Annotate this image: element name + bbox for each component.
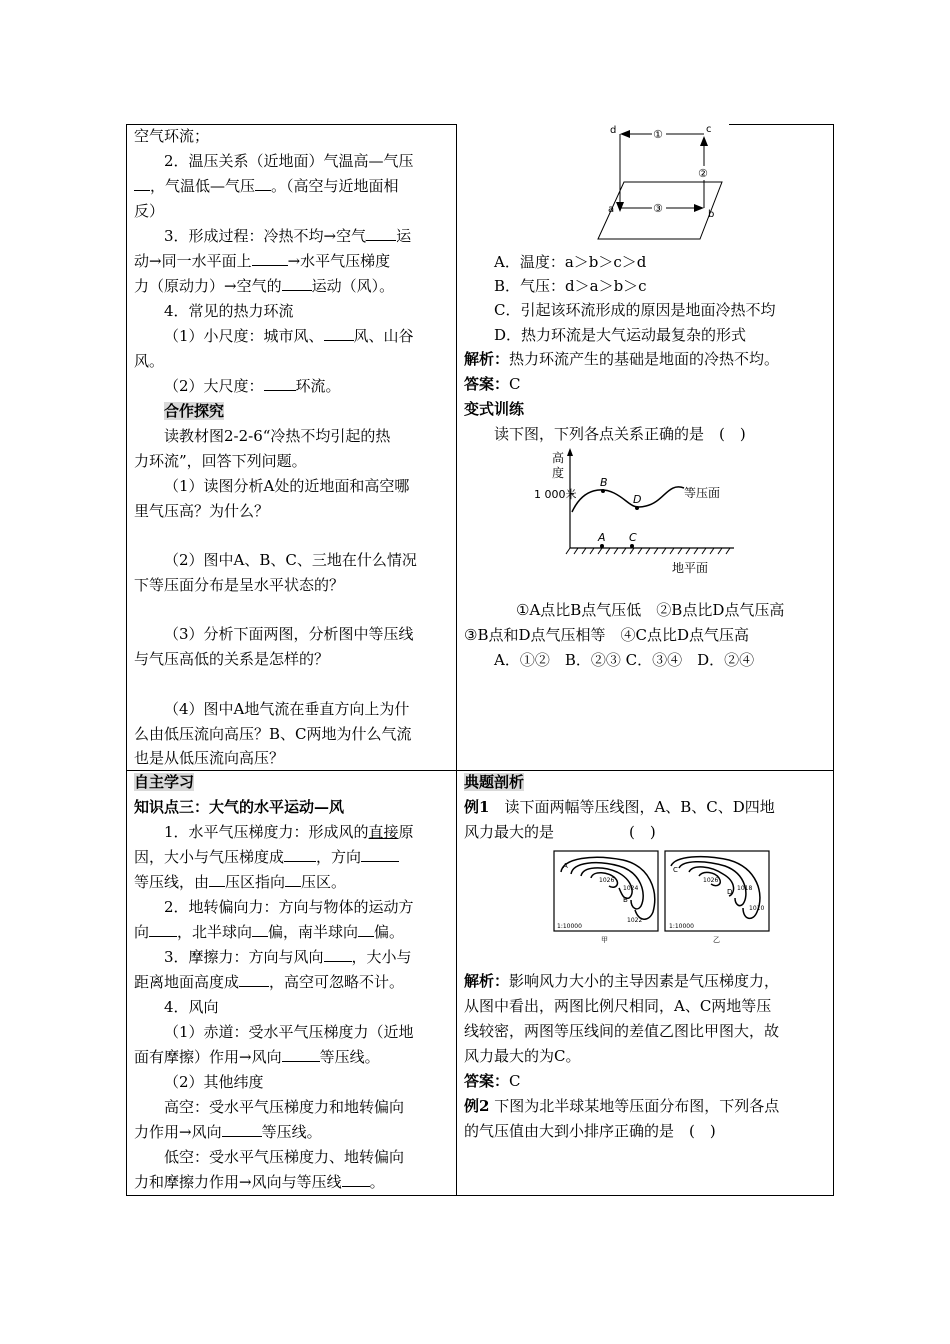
answer: 答案：C <box>464 1072 521 1090</box>
arrow-head <box>620 130 630 138</box>
question-4: 也是从低压流向高压？ <box>134 749 285 767</box>
surface-label: 等压面 <box>684 486 721 500</box>
map-yi-frame <box>665 851 769 931</box>
fill-blank[interactable] <box>282 1045 320 1062</box>
text-line: 2．地转偏向力：方向与物体的运动方 <box>164 898 414 916</box>
text-line: 4．常见的热力环流 <box>164 302 294 320</box>
text-line: 1．水平气压梯度力：形成风的直接原 <box>164 823 414 841</box>
fill-blank[interactable] <box>285 870 301 887</box>
fill-blank[interactable] <box>149 920 177 937</box>
map-scale: 1:10000 <box>669 923 694 930</box>
fill-blank[interactable] <box>239 970 269 987</box>
option-c: C．引起该环流形成的原因是地面冷热不均 <box>494 301 776 319</box>
statements: ③B点和D点气压相等 ④C点比D点气压高 <box>464 626 750 644</box>
text-line: 距离地面高度成 ，高空可忽略不计。 <box>134 970 450 994</box>
text-line: 向 ，北半球向 偏，南半球向 偏。 <box>134 920 450 944</box>
map-label: 1024 <box>623 885 639 892</box>
fill-blank[interactable] <box>264 374 296 391</box>
point-b <box>601 489 605 493</box>
map-label: 1026 <box>703 877 719 884</box>
fill-blank[interactable] <box>284 845 316 862</box>
text-line: 4．风向 <box>164 998 219 1016</box>
text-line: 力（原动力）→空气的 运动（风）。 <box>134 274 450 298</box>
map-label: 1026 <box>599 877 615 884</box>
question-4: （4）图中A地气流在垂直方向上为什 <box>164 700 410 718</box>
map-label: C <box>673 866 678 874</box>
text-line: 因，大小与气压梯度成 ，方向 <box>134 845 450 869</box>
text-line: （1）赤道：受水平气压梯度力（近地 <box>164 1023 414 1041</box>
fill-blank[interactable] <box>252 249 288 266</box>
map-name: 甲 <box>601 936 608 944</box>
arrow-number: ③ <box>653 202 663 215</box>
answer: 答案：C <box>464 375 521 393</box>
text-line: 3．形成过程：冷热不均→空气 运 <box>134 224 450 248</box>
question-3: （3）分析下面两图，分析图中等压线 <box>164 625 414 643</box>
option-d: D．热力环流是大气运动最复杂的形式 <box>494 326 747 344</box>
text-line: 反） <box>134 202 165 220</box>
analysis: 线较密，两图等压线间的差值乙图比甲图大，故 <box>464 1022 780 1040</box>
question-2: 下等压面分布是呈水平状态的？ <box>134 576 345 594</box>
map-scale: 1:10000 <box>557 923 582 930</box>
text-line: 力和摩擦力作用→风向与等压线 。 <box>134 1170 450 1194</box>
isobaric-surface-curve <box>572 487 684 512</box>
section-title-self-study: 自主学习 <box>134 773 195 791</box>
example-1: 例1 读下面两幅等压线图，A、B、C、D四地 <box>464 798 775 816</box>
text-line: （1）小尺度：城市风、 风、山谷 <box>134 324 450 348</box>
map-label: 1018 <box>737 885 753 892</box>
question-3: 与气压高低的关系是怎样的？ <box>134 650 330 668</box>
point-label: D <box>633 493 642 506</box>
knowledge-point-title: 知识点三：大气的水平运动—风 <box>134 798 345 816</box>
fill-blank[interactable] <box>134 174 150 191</box>
arrow-head <box>616 202 624 212</box>
option-b: B．气压：d＞a＞b＞c <box>494 277 647 295</box>
statements: ①A点比B点气压低 ②B点比D点气压高 <box>516 601 785 619</box>
variant-title: 变式训练 <box>464 400 525 418</box>
fill-blank[interactable] <box>361 845 399 862</box>
arrow-head <box>567 448 573 456</box>
fill-blank[interactable] <box>282 274 312 291</box>
variant-question: 读下图，下列各点关系正确的是 ( ) <box>494 425 746 443</box>
analysis: 风力最大的为C。 <box>464 1047 581 1065</box>
text-line: 面有摩擦）作用→风向 等压线。 <box>134 1045 450 1069</box>
map-label: 1022 <box>627 917 643 924</box>
analysis: 解析：影响风力大小的主导因素是气压梯度力， <box>464 972 780 990</box>
text-line: 空气环流； <box>134 127 210 145</box>
fill-blank[interactable] <box>366 224 396 241</box>
example-2: 例2 下图为北半球某地等压面分布图，下列各点 <box>464 1097 780 1115</box>
map-label: A <box>563 862 568 870</box>
text-line: 力作用→风向 等压线。 <box>134 1120 450 1144</box>
question-2: （2）图中A、B、C、三地在什么情况 <box>164 551 417 569</box>
example-2: 的气压值由大到小排序正确的是 ( ) <box>464 1122 716 1140</box>
point-label: b <box>708 209 715 220</box>
text-line: （2）其他纬度 <box>164 1073 264 1091</box>
text-line: 低空：受水平气压梯度力、地转偏向 <box>164 1148 405 1166</box>
text-line: 读教材图2-2-6“冷热不均引起的热 <box>164 427 391 445</box>
ground-label: 地平面 <box>672 561 709 575</box>
fill-blank[interactable] <box>358 920 374 937</box>
text-line: 2．温压关系（近地面）气温高—气压 <box>164 152 414 170</box>
point-label: a <box>608 204 615 215</box>
thermal-circulation-diagram <box>586 124 756 246</box>
arrow-head <box>700 136 708 146</box>
point-c <box>630 544 634 548</box>
text-line: 动→同一水平面上 →水平气压梯度 <box>134 249 450 273</box>
map-label: B <box>623 896 628 904</box>
text-line: （2）大尺度： 环流。 <box>134 374 450 398</box>
fill-blank[interactable] <box>255 174 271 191</box>
text-line: 等压线，由 压区指向 压区。 <box>134 870 450 894</box>
analysis: 从图中看出，两图比例尺相同，A、C两地等压 <box>464 997 772 1015</box>
fill-blank[interactable] <box>222 1120 262 1137</box>
choices: A．①② B．②③ C．③④ D．②④ <box>494 651 755 669</box>
question-1: （1）读图分析A处的近地面和高空哪 <box>164 477 410 495</box>
question-1: 里气压高？为什么？ <box>134 502 270 520</box>
map-name: 乙 <box>713 936 720 944</box>
section-title-examples: 典题剖析 <box>464 773 525 791</box>
analysis: 解析：热力环流产生的基础是地面的冷热不均。 <box>464 350 780 368</box>
axis-label: 度 <box>552 466 565 480</box>
fill-blank[interactable] <box>342 1170 370 1187</box>
fill-blank[interactable] <box>324 945 352 962</box>
point-label: c <box>706 124 712 135</box>
example-1: 风力最大的是 ( ) <box>464 823 656 841</box>
fill-blank[interactable] <box>324 324 354 341</box>
section-title-coop: 合作探究 <box>164 402 225 420</box>
fill-blank[interactable] <box>252 920 268 937</box>
map-label: 1010 <box>749 905 765 912</box>
point-d <box>635 506 639 510</box>
arrow-head <box>694 204 704 212</box>
ground-hatching <box>566 548 730 554</box>
point-a <box>600 544 604 548</box>
text-line: 力环流”，回答下列问题。 <box>134 452 307 470</box>
option-a: A．温度：a＞b＞c＞d <box>494 253 647 271</box>
point-label: A <box>598 531 606 544</box>
text-line: 风。 <box>134 352 165 370</box>
height-label: 1 000米 <box>534 488 577 501</box>
isobar-maps <box>553 850 771 944</box>
point-label: C <box>629 531 637 544</box>
worksheet-table <box>126 124 834 1196</box>
text-line: ，气温低—气压 。（高空与近地面相 <box>134 174 450 198</box>
point-label: d <box>610 125 617 136</box>
arrow-number: ① <box>653 128 663 141</box>
text-line: 高空：受水平气压梯度力和地转偏向 <box>164 1098 405 1116</box>
point-label: B <box>600 476 608 489</box>
map-label: D <box>727 888 733 896</box>
axis-label: 高 <box>552 451 565 465</box>
question-4: 么由低压流向高压？B、C两地为什么气流 <box>134 725 412 743</box>
text-line: 3．摩擦力：方向与风向 ，大小与 <box>134 945 450 969</box>
fill-blank[interactable] <box>209 870 225 887</box>
isobaric-surface-graph <box>534 448 740 578</box>
arrow-number: ② <box>698 167 708 180</box>
